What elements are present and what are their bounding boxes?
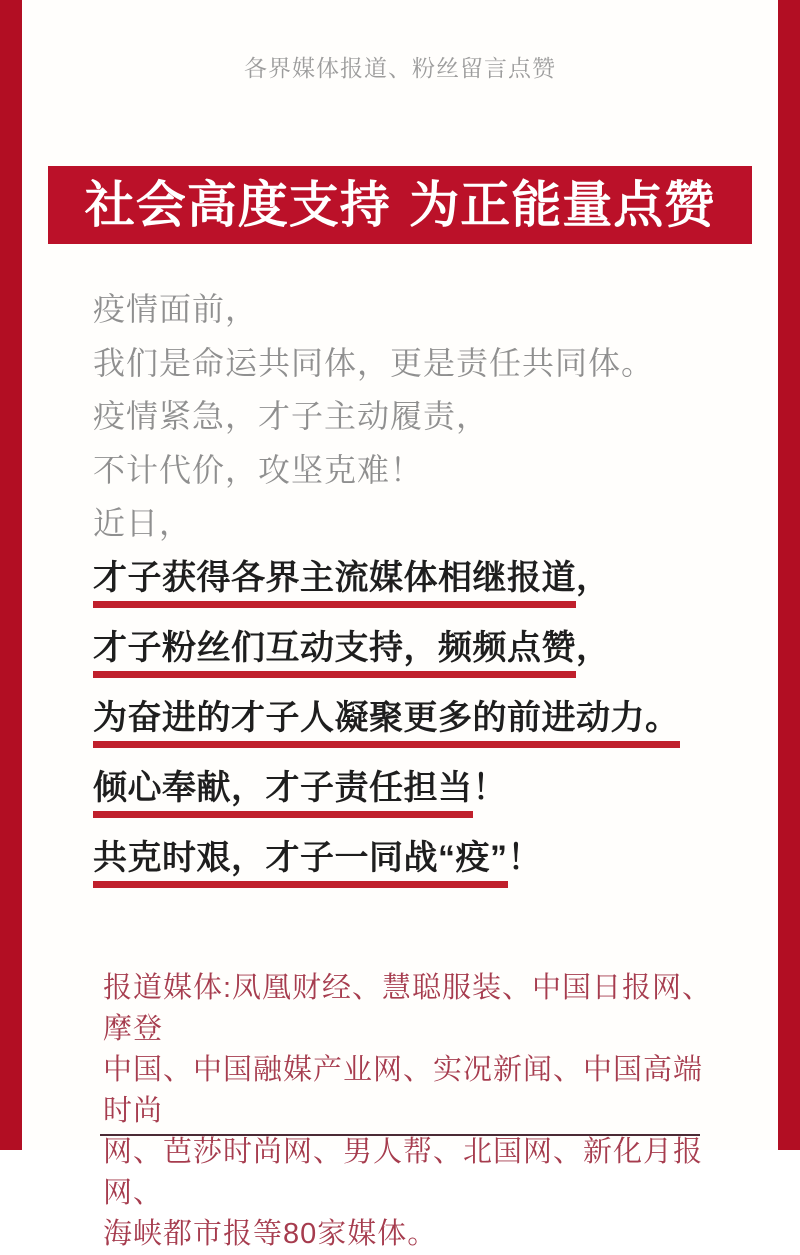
section-caption: 各界媒体报道、粉丝留言点赞 xyxy=(244,55,556,81)
highlight-line xyxy=(93,627,750,678)
highlight-line xyxy=(93,837,750,888)
underlined-text: 倾心奉献，才子责任担当 xyxy=(93,767,473,818)
section-divider xyxy=(100,1134,700,1136)
intro-paragraph xyxy=(93,283,740,551)
highlight-tail: ！ xyxy=(472,769,507,807)
intro-line: 我们是命运共同体，更是责任共同体。 xyxy=(93,344,655,381)
underlined-text: 才子获得各界主流媒体相继报道 xyxy=(93,557,576,608)
highlight-tail: ， xyxy=(576,559,611,597)
headline-banner xyxy=(48,166,752,244)
highlight-tail: ， xyxy=(576,629,611,667)
media-report-note xyxy=(103,968,723,1255)
intro-line: 不计代价，攻坚克难！ xyxy=(93,451,424,488)
underlined-text: 才子粉丝们互动支持，频频点赞 xyxy=(93,627,576,678)
underlined-text: 为奋进的才子人凝聚更多的前进动力。 xyxy=(93,697,680,748)
highlight-tail: ！ xyxy=(507,839,542,877)
headline-title: 社会高度支持 为正能量点赞 xyxy=(84,175,716,234)
left-accent-border xyxy=(0,0,22,1150)
intro-line: 近日， xyxy=(93,505,193,541)
intro-line: 疫情紧急，才子主动履责， xyxy=(93,398,490,434)
highlight-line xyxy=(93,697,750,748)
highlight-line xyxy=(93,557,750,608)
right-accent-border xyxy=(778,0,800,1150)
media-note-line: 报道媒体:凤凰财经、慧聪服装、中国日报网、摩登 xyxy=(103,972,713,1045)
highlight-paragraph xyxy=(93,557,750,907)
intro-line: 疫情面前， xyxy=(93,291,259,327)
media-note-line: 中国、中国融媒产业网、实况新闻、中国高端时尚 xyxy=(103,1054,704,1127)
underlined-text: 共克时艰，才子一同战“疫” xyxy=(93,837,508,888)
media-note-line: 网、芭莎时尚网、男人帮、北国网、新化月报网、 xyxy=(103,1136,704,1209)
media-note-line: 海峡都市报等80家媒体。 xyxy=(103,1218,438,1250)
highlight-line xyxy=(93,767,750,818)
